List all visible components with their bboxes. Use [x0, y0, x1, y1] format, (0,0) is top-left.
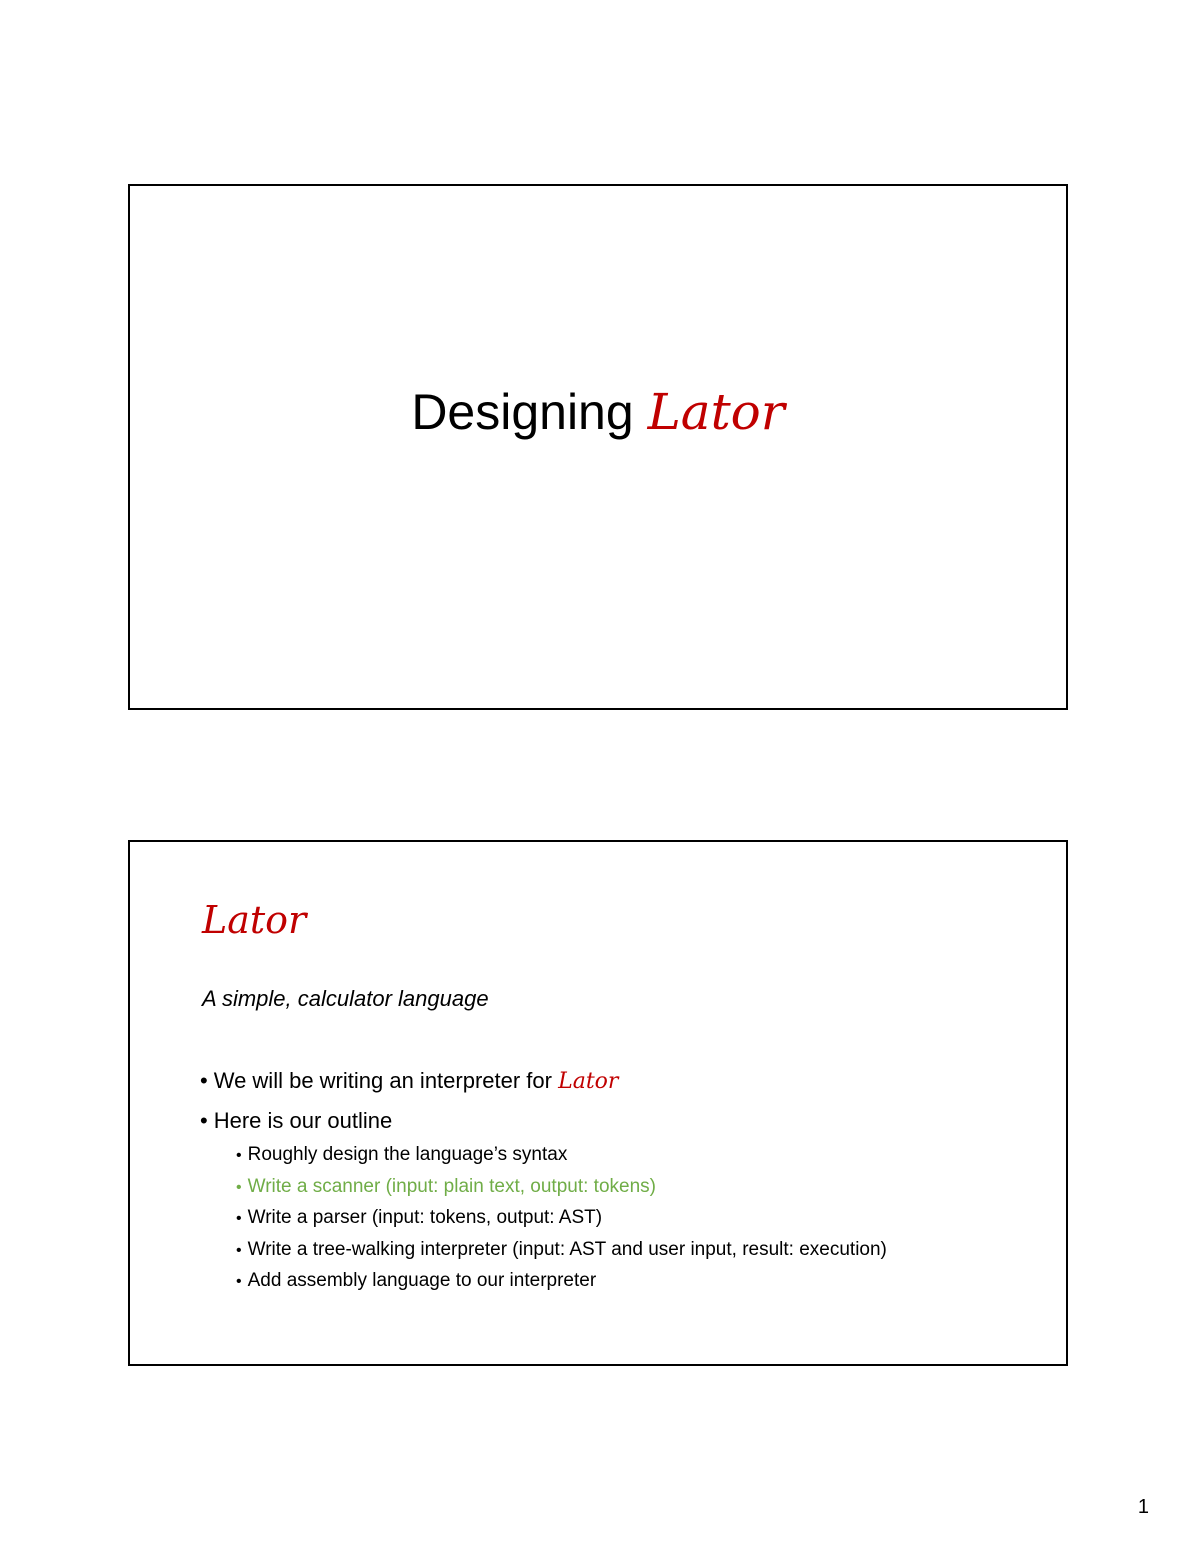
bullet-dot-icon: • — [236, 1241, 242, 1259]
bullet-dot-icon: • — [236, 1210, 242, 1227]
bullet-accent-lator: Lator — [558, 1069, 619, 1094]
page-number: 1 — [1137, 1496, 1149, 1518]
sub-bullet-text: Write a tree-walking interpreter (input: AST and user input, result: execution) — [247, 1238, 887, 1260]
slide-heading-lator: Lator — [202, 898, 307, 942]
title-prefix: Designing — [411, 384, 648, 440]
slide-title-heading — [130, 382, 1066, 442]
sub-bullet-text: Write a scanner (input: plain text, output: tokens) — [247, 1175, 656, 1197]
sub-bullet-text: Add assembly language to our interpreter — [247, 1270, 597, 1291]
bullet-dot-icon: • — [236, 1273, 242, 1290]
sub-bullet-item — [200, 1266, 887, 1298]
sub-bullet-item — [200, 1140, 887, 1172]
title-accent-lator: Lator — [647, 383, 785, 441]
bullet-text: Here is our outline — [213, 1108, 393, 1133]
sub-bullet-item — [200, 1203, 887, 1235]
bullet-item — [200, 1101, 887, 1140]
sub-bullet-text: Write a parser (input: tokens, output: AST) — [247, 1207, 603, 1228]
bullet-list — [200, 1061, 887, 1298]
slide-title — [128, 184, 1068, 710]
bullet-text: We will be writing an interpreter for — [213, 1068, 559, 1093]
bullet-dot-icon: • — [236, 1178, 242, 1196]
slide-outline — [128, 840, 1068, 1366]
sub-bullet-item-highlighted — [200, 1172, 887, 1204]
bullet-dot-icon: • — [200, 1108, 208, 1133]
bullet-dot-icon: • — [200, 1068, 208, 1093]
slide-subtitle: A simple, calculator language — [202, 986, 489, 1011]
sub-bullet-item — [200, 1235, 887, 1267]
bullet-item — [200, 1061, 887, 1101]
sub-bullet-text: Roughly design the language’s syntax — [247, 1144, 568, 1165]
bullet-dot-icon: • — [236, 1147, 242, 1164]
